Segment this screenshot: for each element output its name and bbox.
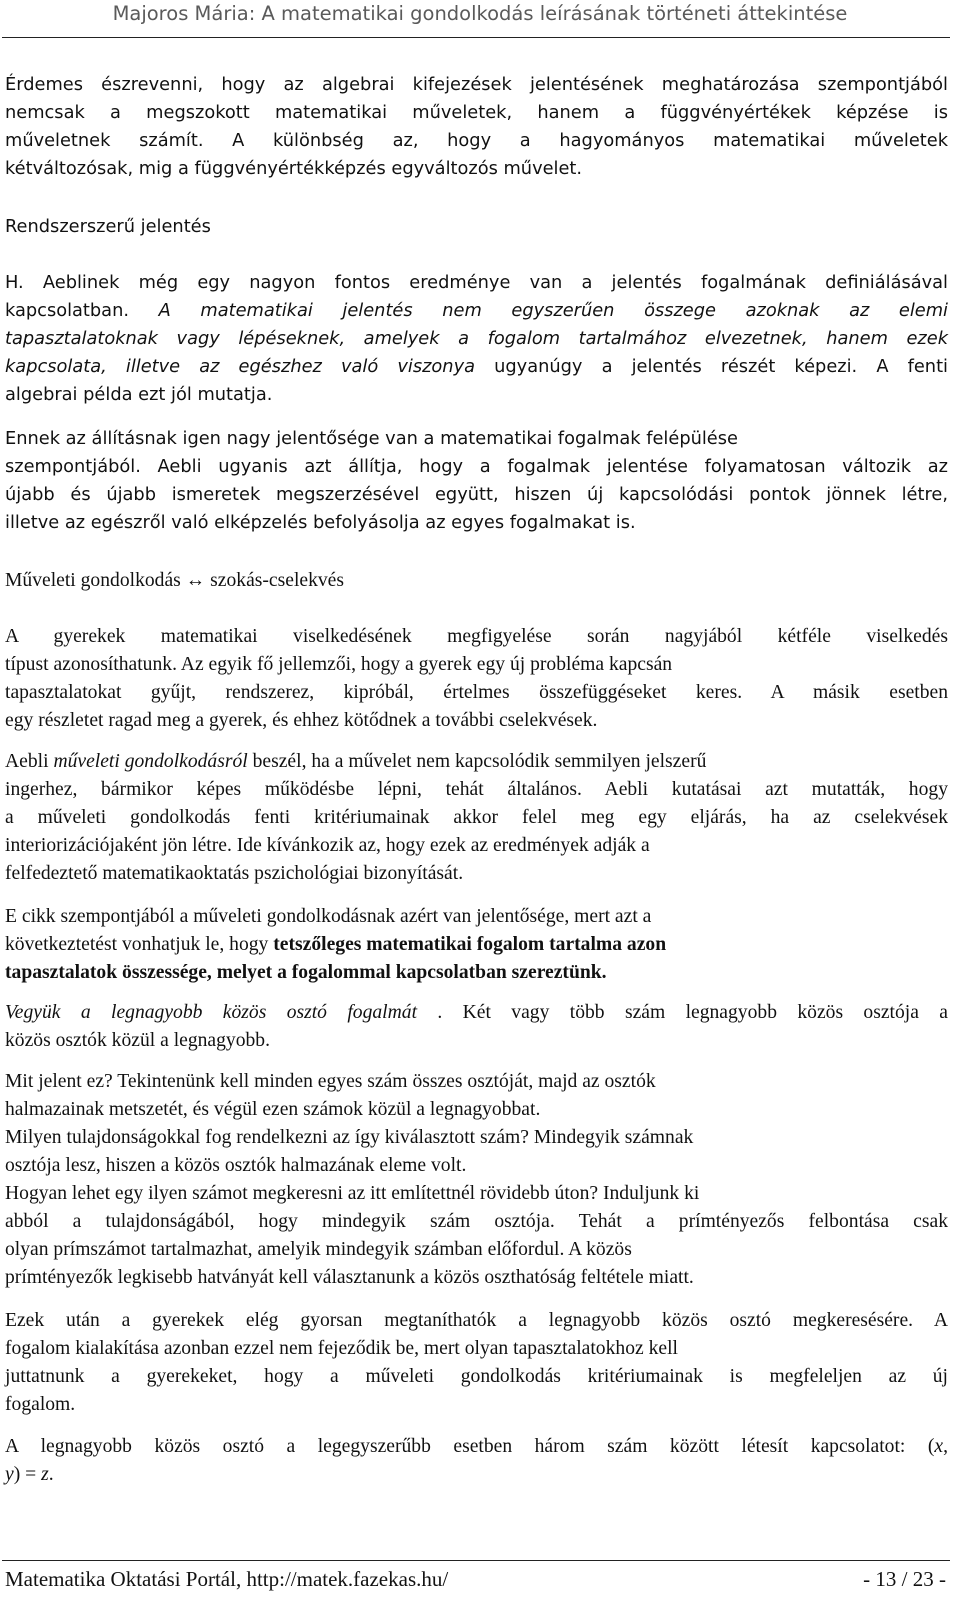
- text-line: újabb és újabb ismeretek megszerzésével együtt, hiszen új kapcsolódási pontok jönnek létre,: [5, 484, 948, 505]
- text-line: osztója lesz, hiszen a közös osztók halmazának eleme volt.: [5, 1155, 467, 1176]
- text-line: H. Aeblinek még egy nagyon fontos eredménye van a jelentés fogalmának definiálásával: [5, 272, 948, 293]
- text-line: felfedeztető matematikaoktatás pszichológiai bizonyítását.: [5, 863, 464, 884]
- paragraph-aebli-operational: [5, 748, 948, 888]
- text-line: kétváltozósak, mig a függvényértékképzés egyváltozós művelet.: [5, 158, 583, 179]
- italic-text: tapasztalatoknak vagy lépéseknek, amelyek a fogalom tartalmához elvezetnek, hanem ezek: [5, 328, 948, 349]
- page-number: - 13 / 23 -: [863, 1567, 946, 1591]
- section-heading-systemic-meaning: Rendszerszerű jelentés: [5, 216, 211, 237]
- paragraph-three-numbers: [5, 1433, 948, 1489]
- text-line: közös osztók közül a legnagyobb.: [5, 1030, 271, 1051]
- section-heading-operational-thinking: Műveleti gondolkodás ↔ szokás-cselekvés: [5, 570, 345, 591]
- header-rule: [2, 37, 950, 38]
- text-line: [5, 999, 948, 1027]
- paragraph-gcd-explanation: [5, 1068, 948, 1292]
- math-variable: y: [5, 1464, 14, 1485]
- italic-text: A matematikai jelentés nem egyszerűen összege azoknak az elemi: [158, 300, 949, 321]
- text-run: A legnagyobb közös osztó a legegyszerűbb esetben három szám között létesít kapcsolatot: (: [5, 1436, 935, 1457]
- text-run: .: [48, 1464, 54, 1485]
- paragraph-algebraic-meaning: [5, 71, 948, 183]
- text-line: [5, 353, 948, 381]
- italic-text: kapcsolata, illetve az egészhez való viszonya: [5, 356, 475, 377]
- text-line: típust azonosíthatunk. Az egyik fő jellemzői, hogy a gyerek egy új probléma kapcsán: [5, 654, 673, 675]
- bold-text: tapasztalatok összessége, melyet a fogalommal kapcsolatban szereztünk.: [5, 962, 607, 983]
- text-line: [5, 325, 948, 353]
- text-line: olyan prímszámot tartalmazhat, amelyik mindegyik számban előfordul. A közös: [5, 1239, 632, 1260]
- text-line: ingerhez, bármikor képes működésbe lépni, tehát általános. Aebli kutatásai azt mutatták, hogy: [5, 779, 948, 800]
- text-run: kapcsolatban.: [5, 300, 159, 321]
- text-run: . Két vagy több szám legnagyobb közös osztója a: [417, 1002, 948, 1023]
- text-line: Ennek az állításnak igen nagy jelentősége van a matematikai fogalmak felépülése: [5, 428, 738, 449]
- bold-text: tetszőleges matematikai fogalom tartalma azon: [273, 934, 667, 955]
- running-header: Majoros Mária: A matematikai gondolkodás leírásának történeti áttekintése: [112, 2, 848, 25]
- paragraph-concept-building: [5, 425, 948, 537]
- text-line: Mit jelent ez? Tekintenünk kell minden egyes szám összes osztóját, majd az osztók: [5, 1071, 656, 1092]
- text-line: Milyen tulajdonságokkal fog rendelkezni az így kiválasztott szám? Mindegyik számnak: [5, 1127, 694, 1148]
- text-line: Érdemes észrevenni, hogy az algebrai kifejezések jelentésének meghatározása szempontjából: [5, 74, 948, 95]
- italic-text: műveleti gondolkodásról: [53, 751, 248, 772]
- text-line: egy részletet ragad meg a gyerek, és ehhez kötődnek a további cselekvések.: [5, 710, 598, 731]
- text-line: Ezek után a gyerekek elég gyorsan megtaníthatók a legnagyobb közös osztó megkeresésére. A: [5, 1310, 948, 1331]
- text-line: tapasztalatokat gyűjt, rendszerez, kipróbál, értelmes összefüggéseket keres. A másik esetben: [5, 682, 948, 703]
- paragraph-gcd-definition: [5, 999, 948, 1055]
- paragraph-aebli-meaning: [5, 269, 948, 409]
- text-line: A gyerekek matematikai viselkedésének megfigyelése során nagyjából kétféle viselkedés: [5, 626, 948, 647]
- text-run: Aebli: [5, 751, 54, 772]
- text-line: [5, 1461, 948, 1489]
- text-line: E cikk szempontjából a műveleti gondolkodásnak azért van jelentősége, mert azt a: [5, 906, 652, 927]
- text-line: műveletnek számít. A különbség az, hogy a hagyományos matematikai műveletek: [5, 130, 948, 151]
- text-line: [5, 959, 948, 987]
- text-run: ) =: [13, 1464, 42, 1485]
- text-line: [5, 748, 948, 776]
- text-run: következtetést vonhatjuk le, hogy: [5, 934, 274, 955]
- text-line: algebrai példa ezt jól mutatja.: [5, 384, 273, 405]
- text-line: Hogyan lehet egy ilyen számot megkeresni az itt említettnél rövidebb úton? Induljunk ki: [5, 1183, 700, 1204]
- text-line: nemcsak a megszokott matematikai műveletek, hanem a függvényértékek képzése is: [5, 102, 948, 123]
- text-line: interiorizációjaként jön létre. Ide kívánkozik az, hogy ezek az eredmények adják a: [5, 835, 650, 856]
- footer-portal-url: Matematika Oktatási Portál, http://matek.fazekas.hu/: [5, 1567, 449, 1591]
- text-line: fogalom kialakítása azonban ezzel nem fejeződik be, mert olyan tapasztalatokhoz kell: [5, 1338, 678, 1359]
- text-run: ,: [943, 1436, 948, 1457]
- text-line: fogalom.: [5, 1394, 76, 1415]
- math-variable: x: [934, 1436, 944, 1457]
- paragraph-article-conclusion: [5, 903, 948, 987]
- text-line: abból a tulajdonságából, hogy mindegyik szám osztója. Tehát a prímtényezős felbontása csak: [5, 1211, 948, 1232]
- math-variable: z: [41, 1464, 49, 1485]
- text-line: halmazainak metszetét, és végül ezen számok közül a legnagyobbat.: [5, 1099, 541, 1120]
- text-line: [5, 297, 948, 325]
- text-line: prímtényezők legkisebb hatványát kell választanunk a közös oszthatóság feltétele miatt.: [5, 1267, 694, 1288]
- text-run: ugyanúgy a jelentés részét képezi. A fenti: [475, 356, 948, 377]
- footer-rule: [2, 1560, 950, 1561]
- text-run: beszél, ha a művelet nem kapcsolódik semmilyen jelszerű: [247, 751, 707, 772]
- text-line: a műveleti gondolkodás fenti kritériumainak akkor felel meg egy eljárás, ha az cselekvések: [5, 807, 948, 828]
- paragraph-teaching-gcd: [5, 1307, 948, 1419]
- text-line: illetve az egészről való elképzelés befolyásolja az egyes fogalmakat is.: [5, 512, 636, 533]
- text-line: juttatnunk a gyerekeket, hogy a műveleti gondolkodás kritériumainak is megfeleljen az új: [5, 1366, 948, 1387]
- paragraph-child-behaviour: [5, 623, 948, 735]
- text-line: [5, 1433, 948, 1461]
- text-line: [5, 931, 948, 959]
- italic-text: Vegyük a legnagyobb közös osztó fogalmát: [5, 1002, 418, 1023]
- text-line: szempontjából. Aebli ugyanis azt állítja, hogy a fogalmak jelentése folyamatosan változik az: [5, 456, 948, 477]
